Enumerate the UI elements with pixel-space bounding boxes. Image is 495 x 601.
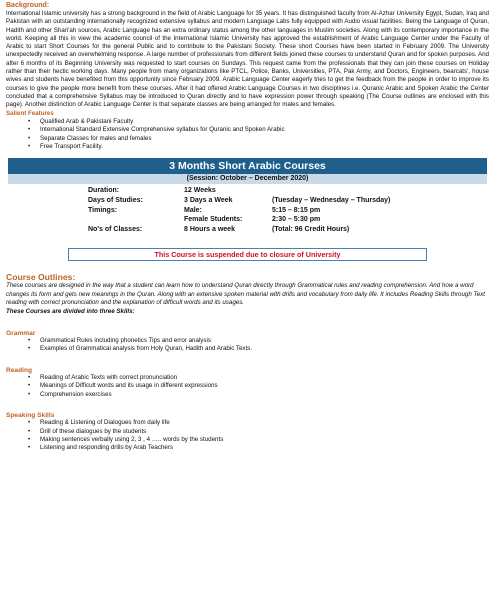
table-row [88,207,432,217]
schedule-label: Duration: [88,187,120,195]
schedule-value: 3 Days a Week [184,197,233,205]
document-page [0,1,495,601]
speaking-skills-list [6,419,489,453]
background-heading: Background: [6,2,50,9]
background-text: International Islamic university has a strong background in the field of Arabic Language for 35 years. It has distinguished faculty from Al-Azhar University Egypt, Sudan, Iraq and Pakistan with an outstanding internationally recognized extensive syllabus and modern Language Labs fully equipped with Audio visual facilities. Being the Language of Quran, Hadith and other Shari'ah sources, Arabic Language has an extra ordinary status among the other languages in Muslim societies. Along with its contemporary importance in the world. Keeping all this in view the academic council of the International Islamic University has approved the establishment of Arabic Language Center under the Faculty of Arabic to start Short Courses for the general Public and to contribute to the Pakistani Society. These short Courses have been started in February 2009. The University unexpectedly received an overwhelming response. A large number of professionals from different fields joined these courses to understand Quran and for spoken purposes. And after 6 months of its Beginning University was requested to start courses on Sundays. This request came from the professionals that they can join these courses on Holiday rather than their hectic working days. Many people from many organizations like PTCL, Police, Banks, Universities, PTA, Pak Army, and Doctors, Engineers, bearcats', house wives and students have benefited from this opportunity since February 2009. Arabic Language Center eagerly tries to get the feedback from the people in order to improve its courses to give the people more benefit from these courses. After it had offered Arabic Language Courses in two disciplines i.e. Quranic Arabic and Spoken Arabic the Center concluded that a comprehensive Syllabus may be introduced to Quran directly and to have expression power through speaking (The Course outlines are enclosed with this page). Another distinction of Arabic Language Center is that separate classes are being arranged for males and females. [6,10,489,109]
schedule-value: 12 Weeks [184,187,216,195]
list-item: • Free Transport Facility. [40,143,489,151]
schedule-label: No's of Classes: [88,225,143,233]
list-item: • Meanings of Difficult words and its usage in different expressions [40,382,489,390]
reading-heading: Reading [6,366,33,374]
reading-list [6,374,489,399]
schedule-detail: 2:30 – 5:30 pm [272,216,321,224]
list-item: • Making sentences verbally using 2, 3 , 4 ….. words by the students [40,436,489,444]
schedule-detail [272,187,432,197]
skills-intro: These Courses are divided into three Skills: [6,307,135,315]
list-item: • Listening and responding drills by Arab Teachers [40,444,489,452]
schedule-label: Days of Studies: [88,197,143,205]
speaking-skills-heading: Speaking Skills [6,412,55,420]
table-row [88,216,432,226]
suspension-notice: This Course is suspended due to closure of University [68,248,427,261]
course-title-banner: 3 Months Short Arabic Courses [8,158,487,174]
table-row [88,226,432,236]
schedule-label [88,216,184,226]
session-band: (Session: October – December 2020) [8,174,487,184]
list-item: • Reading of Arabic Texts with correct pronunciation [40,374,489,382]
list-item: • Grammatical Rules including phonetics Tips and error analysis [40,337,489,345]
list-item: • Examples of Grammatical analysis from Holy Quran, Hadith and Arabic Texts. [40,345,489,353]
grammar-list [6,337,489,354]
list-item: • International Standard Extensive Comprehensive syllabus for Quranic and Spoken Arabic [40,126,489,134]
list-item: • Reading & Listening of Dialogues from daily life [40,419,489,427]
list-item: • Drill of these dialogues by the students [40,428,489,436]
schedule-label: Timings: [88,206,118,214]
grammar-heading: Grammar [6,330,36,338]
list-item: • Qualified Arab & Pakistani Faculty [40,118,489,126]
course-outlines-text: These courses are designed in the way that a student can learn how to understand Quran directly through Grammatical rules and reading comprehension. And how a word changes its form and gets new meanings in the Quran. Along with an extensive spoken material with drills and vocabulary from daily life. It includes Reading Skills through Text reading with correct pronunciation and the explanation of difficult words and its usages. [6,282,485,307]
table-row [88,197,432,207]
schedule-value: Female Students: [184,216,243,224]
list-item: • Separate Classes for males and females [40,135,489,143]
salient-features-heading: Salient Features [6,109,54,117]
schedule-detail: (Tuesday – Wednesday – Thursday) [272,197,391,205]
list-item: • Comprehension exercises [40,391,489,399]
salient-features-list [6,118,489,152]
schedule-detail: 5:15 – 8:15 pm [272,206,321,214]
course-outlines-heading: Course Outlines: [6,272,76,283]
schedule-table [88,187,432,235]
schedule-detail: (Total: 96 Credit Hours) [272,225,350,233]
table-row [88,187,432,197]
schedule-value: Male: [184,206,202,214]
schedule-value: 8 Hours a week [184,225,235,233]
